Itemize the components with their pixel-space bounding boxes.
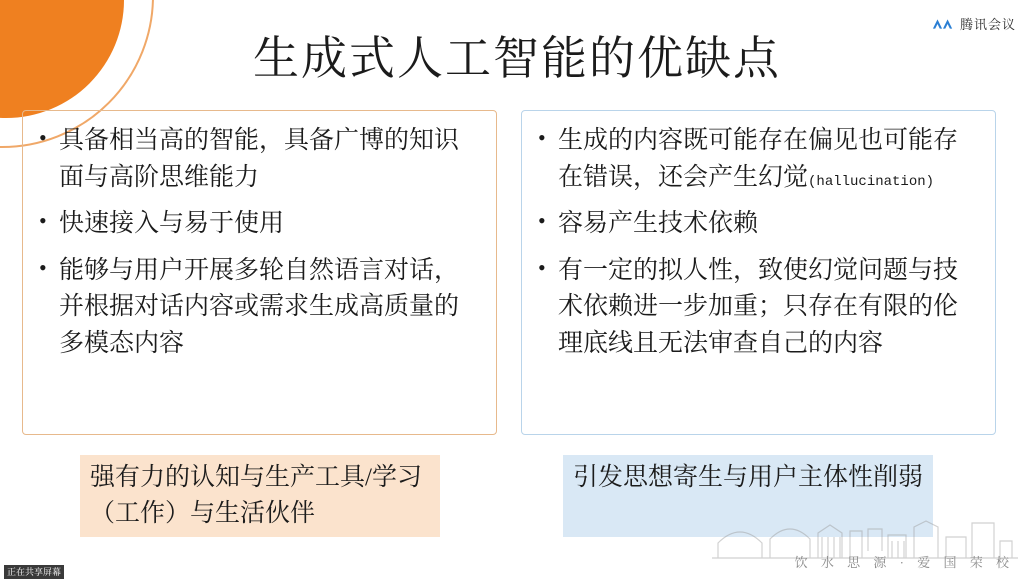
- advantages-panel: [22, 110, 497, 435]
- campus-motto: 饮 水 思 源 · 爱 国 荣 校: [794, 555, 1014, 570]
- right-column: [521, 110, 996, 435]
- list-item: [532, 123, 981, 196]
- left-column: [22, 110, 497, 435]
- disadvantages-panel: [521, 110, 996, 435]
- list-item-text: 生成的内容既可能存在偏见也可能存在错误，还会产生幻觉: [558, 127, 959, 191]
- disadvantages-list: [532, 123, 981, 362]
- hallucination-note: (hallucination): [808, 173, 935, 190]
- left-callout: 强有力的认知与生产工具/学习（工作）与生活伙伴: [80, 455, 440, 537]
- list-item: • 具备相当高的智能，具备广博的知识面与高阶思维能力: [33, 123, 482, 196]
- screen-share-badge: 正在共享屏幕: [4, 565, 64, 579]
- list-item: • 有一定的拟人性，致使幻觉问题与技术依赖进一步加重；只存在有限的伦理底线且无法审查自己的内容: [532, 253, 981, 363]
- right-callout: 引发思想寄生与用户主体性削弱: [563, 455, 933, 537]
- brand-logo-text: 腾讯会议: [959, 17, 1016, 32]
- list-item: • 能够与用户开展多轮自然语言对话，并根据对话内容或需求生成高质量的多模态内容: [33, 253, 482, 363]
- content-columns: [22, 110, 1012, 435]
- advantages-list: [33, 123, 482, 362]
- page-title: 生成式人工智能的优缺点: [253, 33, 781, 84]
- list-item: • 快速接入与易于使用: [33, 206, 482, 243]
- left-callout-wrap: [22, 455, 529, 537]
- list-item: • 容易产生技术依赖: [532, 206, 981, 243]
